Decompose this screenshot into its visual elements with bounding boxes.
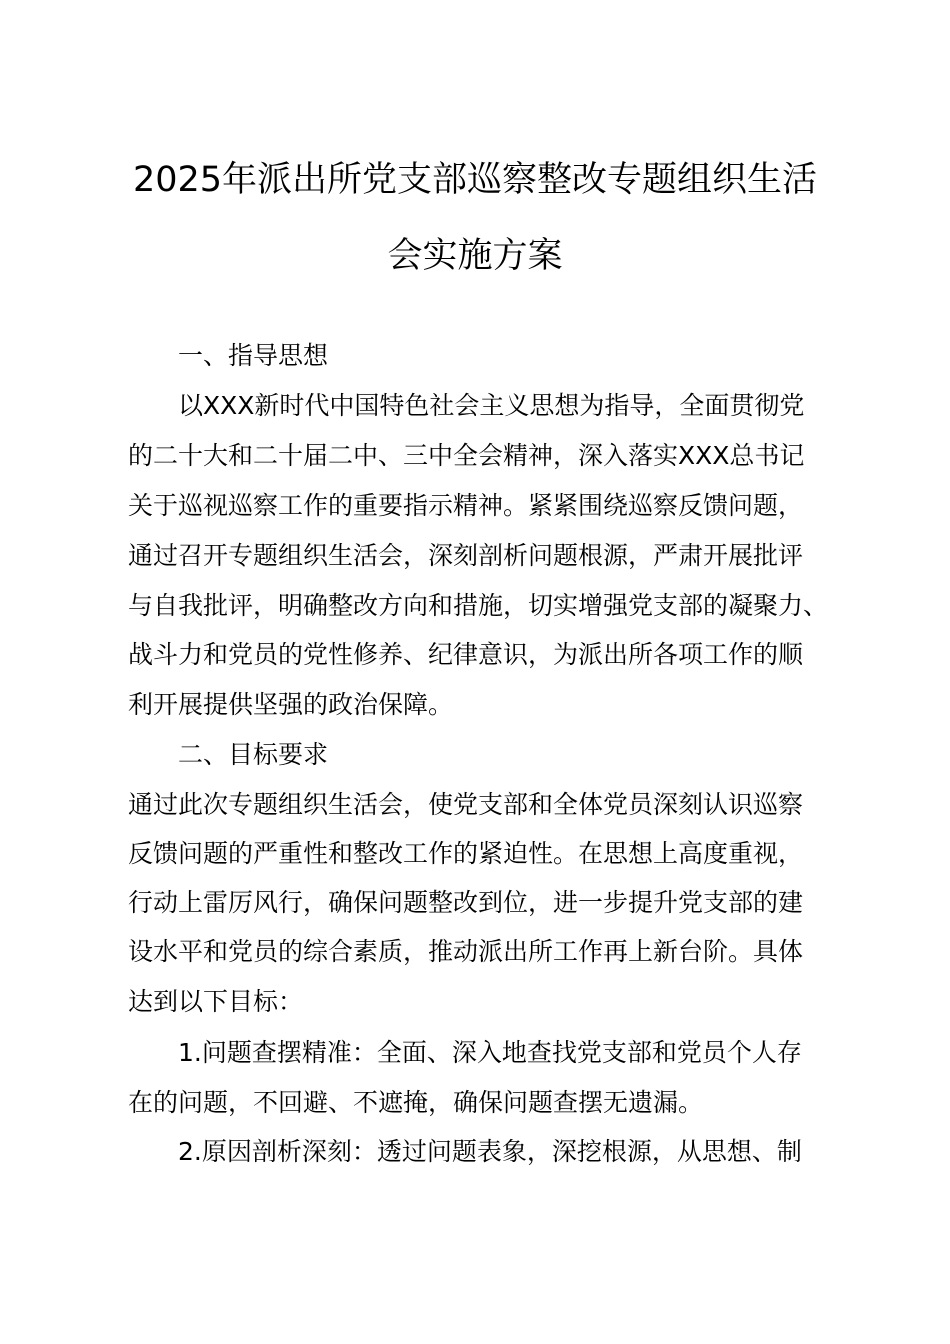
item-1-line-2: 在的问题，不回避、不遮掩，确保问题查摆无遗漏。: [128, 1088, 704, 1117]
guiding-line-5: 与自我批评，明确整改方向和措施，切实增强党支部的凝聚力、: [128, 591, 829, 620]
guiding-line-3: 关于巡视巡察工作的重要指示精神。紧紧围绕巡察反馈问题，: [128, 491, 804, 520]
guiding-line-1: 以XXX新时代中国特色社会主义思想为指导，全面贯彻党: [178, 391, 805, 420]
document-title-line-2: 会实施方案: [387, 236, 563, 276]
guiding-line-2: 的二十大和二十届二中、三中全会精神，深入落实XXX总书记: [128, 441, 805, 470]
item-2-line-1: 2.原因剖析深刻：透过问题表象，深挖根源，从思想、制: [178, 1137, 802, 1166]
guiding-line-7: 利开展提供坚强的政治保障。: [128, 690, 454, 719]
guiding-line-4: 通过召开专题组织生活会，深刻剖析问题根源，严肃开展批评: [128, 541, 804, 570]
goals-line-5: 达到以下目标：: [128, 987, 304, 1016]
goals-line-3: 行动上雷厉风行，确保问题整改到位，进一步提升党支部的建: [128, 888, 804, 917]
goals-line-2: 反馈问题的严重性和整改工作的紧迫性。在思想上高度重视，: [128, 839, 804, 868]
guiding-line-6: 战斗力和党员的党性修养、纪律意识，为派出所各项工作的顺: [128, 640, 804, 669]
goals-line-1: 通过此次专题组织生活会，使党支部和全体党员深刻认识巡察: [128, 790, 804, 819]
goals-line-4: 设水平和党员的综合素质，推动派出所工作再上新台阶。具体: [128, 937, 804, 966]
section-heading-guiding: 一、指导思想: [178, 341, 329, 370]
section-heading-goals: 二、目标要求: [178, 740, 329, 769]
item-1-line-1: 1.问题查摆精准：全面、深入地查找党支部和党员个人存: [178, 1038, 802, 1067]
document-title-line-1: 2025年派出所党支部巡察整改专题组织生活: [132, 160, 818, 200]
